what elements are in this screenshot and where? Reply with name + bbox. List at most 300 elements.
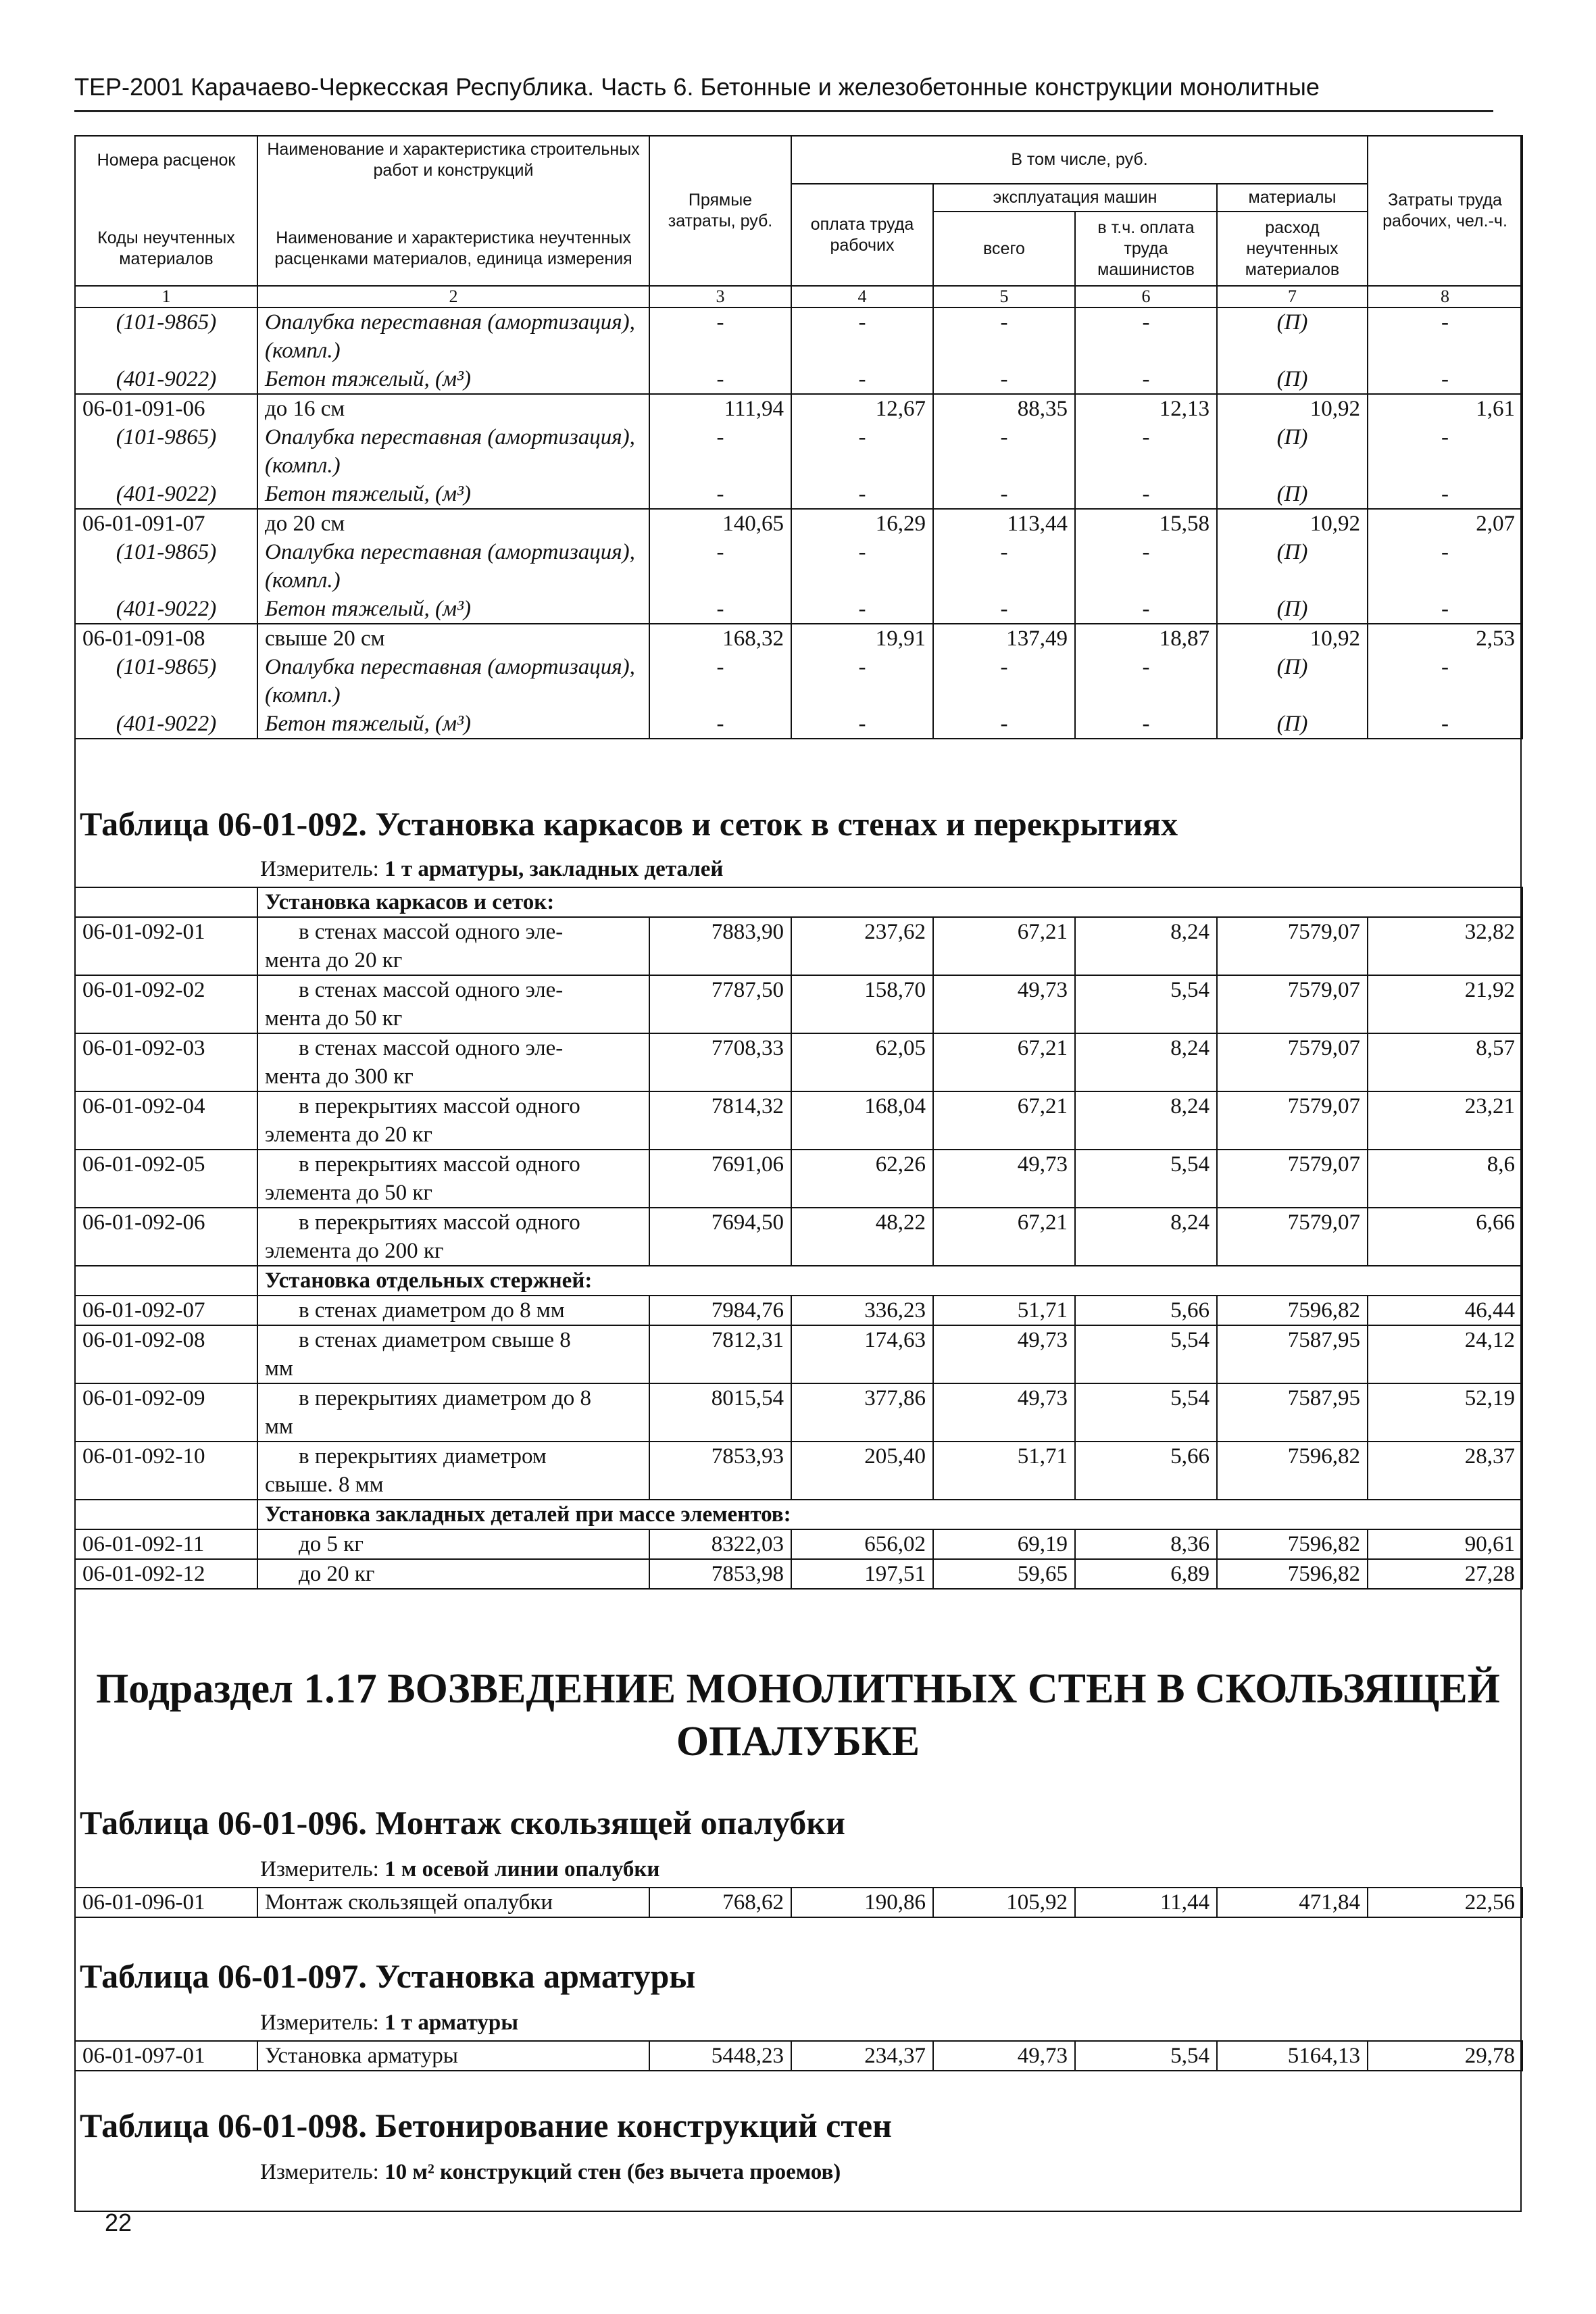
rate-name-line: мм xyxy=(265,1414,293,1439)
cell-dash: - xyxy=(649,480,791,509)
cell-dash: - xyxy=(1075,538,1217,595)
labor: 1,61 xyxy=(1368,394,1522,423)
materials: 7579,07 xyxy=(1217,1208,1368,1266)
materials: 7596,82 xyxy=(1217,1296,1368,1325)
rate-code: 06-01-092-01 xyxy=(75,917,257,975)
labor: 29,78 xyxy=(1368,2041,1522,2071)
rate-name-line: в перекрытиях массой одного xyxy=(299,1210,580,1235)
materials: 5164,13 xyxy=(1217,2041,1368,2071)
direct-costs: 140,65 xyxy=(649,509,791,538)
table-row xyxy=(75,2041,1522,2071)
direct-costs: 7694,50 xyxy=(649,1208,791,1266)
rates-table-092 xyxy=(74,887,1523,1590)
column-number: 8 xyxy=(1368,286,1522,307)
materials: 10,92 xyxy=(1217,624,1368,653)
table-row xyxy=(75,394,1522,423)
cell-dash: - xyxy=(791,653,933,710)
cell-dash: - xyxy=(933,710,1075,739)
material-code: (401-9022) xyxy=(75,595,257,624)
cell-dash: - xyxy=(1368,710,1522,739)
cell-dash: - xyxy=(933,307,1075,365)
rate-name-line: в стенах массой одного эле- xyxy=(299,920,564,944)
rate-code: 06-01-092-02 xyxy=(75,975,257,1033)
machines-wages: 6,89 xyxy=(1075,1559,1217,1589)
header-name-top: Наименование и характеристика строительных работ и конструкций xyxy=(257,136,649,184)
cell-dash: - xyxy=(791,595,933,624)
rate-code: 06-01-091-08 xyxy=(75,624,257,653)
column-number: 2 xyxy=(257,286,649,307)
labor: 90,61 xyxy=(1368,1529,1522,1559)
material-code: (101-9865) xyxy=(75,653,257,710)
cell-dash: - xyxy=(933,653,1075,710)
cell-dash: - xyxy=(1075,480,1217,509)
rate-code: 06-01-097-01 xyxy=(75,2041,257,2071)
header-machines-total: всего xyxy=(933,212,1075,286)
meter-097 xyxy=(260,2011,518,2036)
labor: 24,12 xyxy=(1368,1325,1522,1383)
rate-name xyxy=(257,1296,649,1325)
machines-total: 137,49 xyxy=(933,624,1075,653)
rates-table-096 xyxy=(74,1887,1523,1918)
machines-total: 67,21 xyxy=(933,1033,1075,1091)
page-number: 22 xyxy=(105,2209,132,2236)
meter-098 xyxy=(260,2160,841,2185)
table-row xyxy=(75,1529,1522,1559)
cell-p: (П) xyxy=(1217,307,1368,365)
materials: 7587,95 xyxy=(1217,1325,1368,1383)
table-row xyxy=(75,653,1522,710)
rate-name-line: до 20 кг xyxy=(299,1562,375,1586)
wages: 190,86 xyxy=(791,1888,933,1917)
cell-dash: - xyxy=(1075,365,1217,394)
rate-code: 06-01-092-03 xyxy=(75,1033,257,1091)
meter-label: Измеритель: xyxy=(260,2160,379,2184)
meter-value: 1 т арматуры, закладных деталей xyxy=(384,857,724,881)
machines-total: 59,65 xyxy=(933,1559,1075,1589)
cell-dash: - xyxy=(649,710,791,739)
direct-costs: 8015,54 xyxy=(649,1383,791,1442)
rate-name xyxy=(257,1383,649,1442)
materials: 7596,82 xyxy=(1217,1559,1368,1589)
rate-name xyxy=(257,1208,649,1266)
labor: 46,44 xyxy=(1368,1296,1522,1325)
cell-p: (П) xyxy=(1217,595,1368,624)
rate-name: Установка арматуры xyxy=(257,2041,649,2071)
labor: 21,92 xyxy=(1368,975,1522,1033)
machines-total: 67,21 xyxy=(933,1091,1075,1150)
cell-dash: - xyxy=(1368,595,1522,624)
rate-name xyxy=(257,1091,649,1150)
column-number: 5 xyxy=(933,286,1075,307)
materials: 7596,82 xyxy=(1217,1442,1368,1500)
cell-dash: - xyxy=(1075,423,1217,480)
labor: 6,66 xyxy=(1368,1208,1522,1266)
rate-name xyxy=(257,975,649,1033)
section-title-line: ОПАЛУБКЕ xyxy=(676,1719,920,1765)
machines-total: 49,73 xyxy=(933,2041,1075,2071)
section-title-line: Подраздел 1.17 ВОЗВЕДЕНИЕ МОНОЛИТНЫХ СТЕН В СКОЛЬЗЯЩЕЙ xyxy=(96,1666,1500,1712)
materials: 10,92 xyxy=(1217,509,1368,538)
labor: 32,82 xyxy=(1368,917,1522,975)
rate-code: 06-01-092-07 xyxy=(75,1296,257,1325)
materials: 7579,07 xyxy=(1217,1150,1368,1208)
header-materials: материалы xyxy=(1217,184,1368,212)
rate-name xyxy=(257,917,649,975)
materials: 471,84 xyxy=(1217,1888,1368,1917)
header-codes-bottom: Коды неучтенных материалов xyxy=(75,212,257,286)
table-title-097: Таблица 06-01-097. Установка арматуры xyxy=(80,1957,696,1995)
machines-wages: 5,54 xyxy=(1075,1325,1217,1383)
machines-wages: 11,44 xyxy=(1075,1888,1217,1917)
labor: 2,07 xyxy=(1368,509,1522,538)
rate-name-line: свыше. 8 мм xyxy=(265,1473,384,1497)
cell-dash: - xyxy=(1368,653,1522,710)
cell-dash: - xyxy=(933,480,1075,509)
machines-total: 49,73 xyxy=(933,1325,1075,1383)
machines-wages: 15,58 xyxy=(1075,509,1217,538)
rate-code: 06-01-091-07 xyxy=(75,509,257,538)
rate-name: Монтаж скользящей опалубки xyxy=(257,1888,649,1917)
cell-dash: - xyxy=(791,365,933,394)
table-row xyxy=(75,1383,1522,1442)
direct-costs: 7853,93 xyxy=(649,1442,791,1500)
table-title-092: Таблица 06-01-092. Установка каркасов и сеток в стенах и перекрытиях xyxy=(80,805,1178,843)
header-including: В том числе, руб. xyxy=(791,136,1368,184)
rate-name-line: элемента до 20 кг xyxy=(265,1123,432,1147)
direct-costs: 7984,76 xyxy=(649,1296,791,1325)
cell-dash: - xyxy=(649,653,791,710)
material-name: Бетон тяжелый, (м³) xyxy=(257,365,649,394)
machines-wages: 8,24 xyxy=(1075,1091,1217,1150)
subheading: Установка отдельных стержней: xyxy=(257,1266,1522,1296)
direct-costs: 168,32 xyxy=(649,624,791,653)
rate-name-line: в перекрытиях диаметром xyxy=(299,1444,547,1469)
cell-p: (П) xyxy=(1217,653,1368,710)
rate-name-line: в стенах массой одного эле- xyxy=(299,978,564,1002)
cell-dash: - xyxy=(1368,480,1522,509)
table-row xyxy=(75,917,1522,975)
table-row xyxy=(75,509,1522,538)
header-direct-costs: Прямые затраты, руб. xyxy=(649,136,791,286)
machines-wages: 5,66 xyxy=(1075,1442,1217,1500)
wages: 62,26 xyxy=(791,1150,933,1208)
rate-name xyxy=(257,1033,649,1091)
direct-costs: 7708,33 xyxy=(649,1033,791,1091)
table-row xyxy=(75,365,1522,394)
cell-dash: - xyxy=(649,307,791,365)
cell-dash: - xyxy=(791,423,933,480)
machines-wages: 8,24 xyxy=(1075,1033,1217,1091)
table-row xyxy=(75,1150,1522,1208)
cell-p: (П) xyxy=(1217,710,1368,739)
rate-name xyxy=(257,1529,649,1559)
rate-name-line: в стенах диаметром до 8 мм xyxy=(299,1298,565,1323)
cell-dash: - xyxy=(933,595,1075,624)
machines-wages: 8,24 xyxy=(1075,917,1217,975)
wages: 377,86 xyxy=(791,1383,933,1442)
meter-label: Измеритель: xyxy=(260,2011,379,2035)
cell-dash: - xyxy=(933,423,1075,480)
wages: 48,22 xyxy=(791,1208,933,1266)
table-row xyxy=(75,1091,1522,1150)
machines-total: 49,73 xyxy=(933,1383,1075,1442)
direct-costs: 111,94 xyxy=(649,394,791,423)
rate-code: 06-01-092-08 xyxy=(75,1325,257,1383)
machines-total: 113,44 xyxy=(933,509,1075,538)
wages: 16,29 xyxy=(791,509,933,538)
labor: 8,6 xyxy=(1368,1150,1522,1208)
cell-dash: - xyxy=(791,710,933,739)
machines-total: 51,71 xyxy=(933,1442,1075,1500)
machines-wages: 8,24 xyxy=(1075,1208,1217,1266)
table-row xyxy=(75,595,1522,624)
rate-name-line: мента до 50 кг xyxy=(265,1006,403,1031)
material-name: Бетон тяжелый, (м³) xyxy=(257,710,649,739)
cell-dash: - xyxy=(1368,423,1522,480)
header-wages: оплата труда рабочих xyxy=(791,184,933,286)
wages: 205,40 xyxy=(791,1442,933,1500)
table-row xyxy=(75,1888,1522,1917)
material-name: Бетон тяжелый, (м³) xyxy=(257,480,649,509)
machines-wages: 5,54 xyxy=(1075,1383,1217,1442)
machines-wages: 18,87 xyxy=(1075,624,1217,653)
column-number: 6 xyxy=(1075,286,1217,307)
meter-092 xyxy=(260,857,723,882)
material-code: (101-9865) xyxy=(75,307,257,365)
material-name: Опалубка переставная (амортизация), (компл.) xyxy=(257,653,649,710)
material-name: Опалубка переставная (амортизация), (компл.) xyxy=(257,307,649,365)
direct-costs: 7814,32 xyxy=(649,1091,791,1150)
rate-name-line: элемента до 200 кг xyxy=(265,1239,444,1263)
header-codes-top: Номера расценок xyxy=(75,136,257,184)
cell-dash: - xyxy=(1368,307,1522,365)
table-row xyxy=(75,975,1522,1033)
wages: 168,04 xyxy=(791,1091,933,1150)
rate-code: 06-01-092-11 xyxy=(75,1529,257,1559)
table-row xyxy=(75,1559,1522,1589)
rate-name-line: в перекрытиях массой одного xyxy=(299,1152,580,1177)
machines-total: 67,21 xyxy=(933,917,1075,975)
table-row xyxy=(75,1325,1522,1383)
cell-dash: - xyxy=(1075,653,1217,710)
rate-name xyxy=(257,1325,649,1383)
wages: 12,67 xyxy=(791,394,933,423)
table-row xyxy=(75,423,1522,480)
table-title-096: Таблица 06-01-096. Монтаж скользящей опалубки xyxy=(80,1804,845,1842)
rate-name-line: мента до 20 кг xyxy=(265,948,403,973)
page-header: ТЕР-2001 Карачаево-Черкесская Республика. Часть 6. Бетонные и железобетонные конструкции монолитные xyxy=(74,73,1320,101)
direct-costs: 7812,31 xyxy=(649,1325,791,1383)
rate-name xyxy=(257,1442,649,1500)
table-title-098: Таблица 06-01-098. Бетонирование конструкций стен xyxy=(80,2107,892,2144)
wages: 62,05 xyxy=(791,1033,933,1091)
meter-096 xyxy=(260,1857,659,1882)
materials: 7587,95 xyxy=(1217,1383,1368,1442)
table-row xyxy=(75,1033,1522,1091)
meter-value: 1 т арматуры xyxy=(384,2011,518,2035)
rate-name: до 20 см xyxy=(257,509,649,538)
rate-code: 06-01-096-01 xyxy=(75,1888,257,1917)
cell-dash: - xyxy=(933,538,1075,595)
material-name: Бетон тяжелый, (м³) xyxy=(257,595,649,624)
cell-p: (П) xyxy=(1217,480,1368,509)
column-number: 3 xyxy=(649,286,791,307)
direct-costs: 7691,06 xyxy=(649,1150,791,1208)
machines-total: 51,71 xyxy=(933,1296,1075,1325)
machines-total: 49,73 xyxy=(933,975,1075,1033)
rate-code: 06-01-092-12 xyxy=(75,1559,257,1589)
materials: 7596,82 xyxy=(1217,1529,1368,1559)
wages: 197,51 xyxy=(791,1559,933,1589)
labor: 52,19 xyxy=(1368,1383,1522,1442)
column-numbers-row xyxy=(75,286,1522,307)
rates-table-091 xyxy=(74,135,1523,739)
meter-value: 1 м осевой линии опалубки xyxy=(384,1857,660,1881)
rate-name-line: в стенах диаметром свыше 8 xyxy=(299,1328,571,1352)
cell-dash: - xyxy=(791,307,933,365)
subheading-row xyxy=(75,887,1522,917)
machines-wages: 8,36 xyxy=(1075,1529,1217,1559)
rate-name-line: мм xyxy=(265,1356,293,1381)
table-row xyxy=(75,538,1522,595)
direct-costs: 7853,98 xyxy=(649,1559,791,1589)
rate-name: до 16 см xyxy=(257,394,649,423)
machines-wages: 5,54 xyxy=(1075,2041,1217,2071)
table-row xyxy=(75,624,1522,653)
materials: 7579,07 xyxy=(1217,975,1368,1033)
rate-name-line: до 5 кг xyxy=(299,1532,364,1556)
column-number: 7 xyxy=(1217,286,1368,307)
cell-p: (П) xyxy=(1217,538,1368,595)
material-code: (401-9022) xyxy=(75,480,257,509)
labor: 28,37 xyxy=(1368,1442,1522,1500)
materials: 10,92 xyxy=(1217,394,1368,423)
materials: 7579,07 xyxy=(1217,917,1368,975)
machines-total: 67,21 xyxy=(933,1208,1075,1266)
cell-dash: - xyxy=(649,365,791,394)
wages: 656,02 xyxy=(791,1529,933,1559)
header-rule xyxy=(74,110,1493,112)
meter-label: Измеритель: xyxy=(260,1857,379,1881)
table-row xyxy=(75,307,1522,365)
rate-code: 06-01-092-05 xyxy=(75,1150,257,1208)
labor: 8,57 xyxy=(1368,1033,1522,1091)
direct-costs: 7883,90 xyxy=(649,917,791,975)
table-row xyxy=(75,480,1522,509)
table-row xyxy=(75,710,1522,739)
meter-value: 10 м² конструкций стен (без вычета проемов) xyxy=(384,2160,841,2184)
machines-total: 105,92 xyxy=(933,1888,1075,1917)
labor: 2,53 xyxy=(1368,624,1522,653)
header-machines-wages: в т.ч. оплата труда машинистов xyxy=(1075,212,1217,286)
rate-code: 06-01-092-09 xyxy=(75,1383,257,1442)
header-machines: эксплуатация машин xyxy=(933,184,1217,212)
table-row xyxy=(75,1296,1522,1325)
column-number: 1 xyxy=(75,286,257,307)
cell-dash: - xyxy=(649,538,791,595)
cell-dash: - xyxy=(649,595,791,624)
rate-name-line: в перекрытиях диаметром до 8 xyxy=(299,1386,591,1410)
cell-p: (П) xyxy=(1217,423,1368,480)
labor: 23,21 xyxy=(1368,1091,1522,1150)
machines-total: 69,19 xyxy=(933,1529,1075,1559)
section-title xyxy=(74,1663,1522,1768)
machines-total: 49,73 xyxy=(933,1150,1075,1208)
cell-p: (П) xyxy=(1217,365,1368,394)
machines-wages: 5,54 xyxy=(1075,975,1217,1033)
subheading-row xyxy=(75,1500,1522,1529)
rate-name-line: в перекрытиях массой одного xyxy=(299,1094,580,1118)
material-code: (101-9865) xyxy=(75,423,257,480)
column-number: 4 xyxy=(791,286,933,307)
material-code: (101-9865) xyxy=(75,538,257,595)
rate-name-line: в стенах массой одного эле- xyxy=(299,1036,564,1060)
materials: 7579,07 xyxy=(1217,1033,1368,1091)
cell-dash: - xyxy=(1368,538,1522,595)
cell-dash: - xyxy=(1075,595,1217,624)
materials: 7579,07 xyxy=(1217,1091,1368,1150)
machines-wages: 5,54 xyxy=(1075,1150,1217,1208)
rate-name xyxy=(257,1150,649,1208)
material-name: Опалубка переставная (амортизация), (компл.) xyxy=(257,538,649,595)
wages: 19,91 xyxy=(791,624,933,653)
rate-name-line: элемента до 50 кг xyxy=(265,1181,432,1205)
cell-dash: - xyxy=(1075,307,1217,365)
cell-dash: - xyxy=(1075,710,1217,739)
machines-wages: 12,13 xyxy=(1075,394,1217,423)
labor: 27,28 xyxy=(1368,1559,1522,1589)
material-code: (401-9022) xyxy=(75,365,257,394)
header-materials-sub: расход неучтенных материалов xyxy=(1217,212,1368,286)
cell-dash: - xyxy=(1368,365,1522,394)
subheading: Установка каркасов и сеток: xyxy=(257,887,1522,917)
cell-dash: - xyxy=(791,480,933,509)
header-name-bottom: Наименование и характеристика неучтенных расценками материалов, единица измерения xyxy=(257,212,649,286)
material-name: Опалубка переставная (амортизация), (компл.) xyxy=(257,423,649,480)
machines-total: 88,35 xyxy=(933,394,1075,423)
rate-code: 06-01-092-06 xyxy=(75,1208,257,1266)
subheading-row xyxy=(75,1266,1522,1296)
table-row xyxy=(75,1208,1522,1266)
wages: 237,62 xyxy=(791,917,933,975)
direct-costs: 5448,23 xyxy=(649,2041,791,2071)
labor: 22,56 xyxy=(1368,1888,1522,1917)
rate-code: 06-01-092-10 xyxy=(75,1442,257,1500)
wages: 174,63 xyxy=(791,1325,933,1383)
rate-name: свыше 20 см xyxy=(257,624,649,653)
rate-name xyxy=(257,1559,649,1589)
direct-costs: 768,62 xyxy=(649,1888,791,1917)
cell-dash: - xyxy=(649,423,791,480)
machines-wages: 5,66 xyxy=(1075,1296,1217,1325)
wages: 336,23 xyxy=(791,1296,933,1325)
wages: 234,37 xyxy=(791,2041,933,2071)
direct-costs: 7787,50 xyxy=(649,975,791,1033)
header-labor: Затраты труда рабочих, чел.-ч. xyxy=(1368,136,1522,286)
table-row xyxy=(75,1442,1522,1500)
wages: 158,70 xyxy=(791,975,933,1033)
rate-code: 06-01-092-04 xyxy=(75,1091,257,1150)
rates-table-097 xyxy=(74,2040,1523,2071)
direct-costs: 8322,03 xyxy=(649,1529,791,1559)
meter-label: Измеритель: xyxy=(260,857,379,881)
rate-name-line: мента до 300 кг xyxy=(265,1064,414,1089)
cell-dash: - xyxy=(791,538,933,595)
rate-code: 06-01-091-06 xyxy=(75,394,257,423)
material-code: (401-9022) xyxy=(75,710,257,739)
cell-dash: - xyxy=(933,365,1075,394)
subheading: Установка закладных деталей при массе элементов: xyxy=(257,1500,1522,1529)
